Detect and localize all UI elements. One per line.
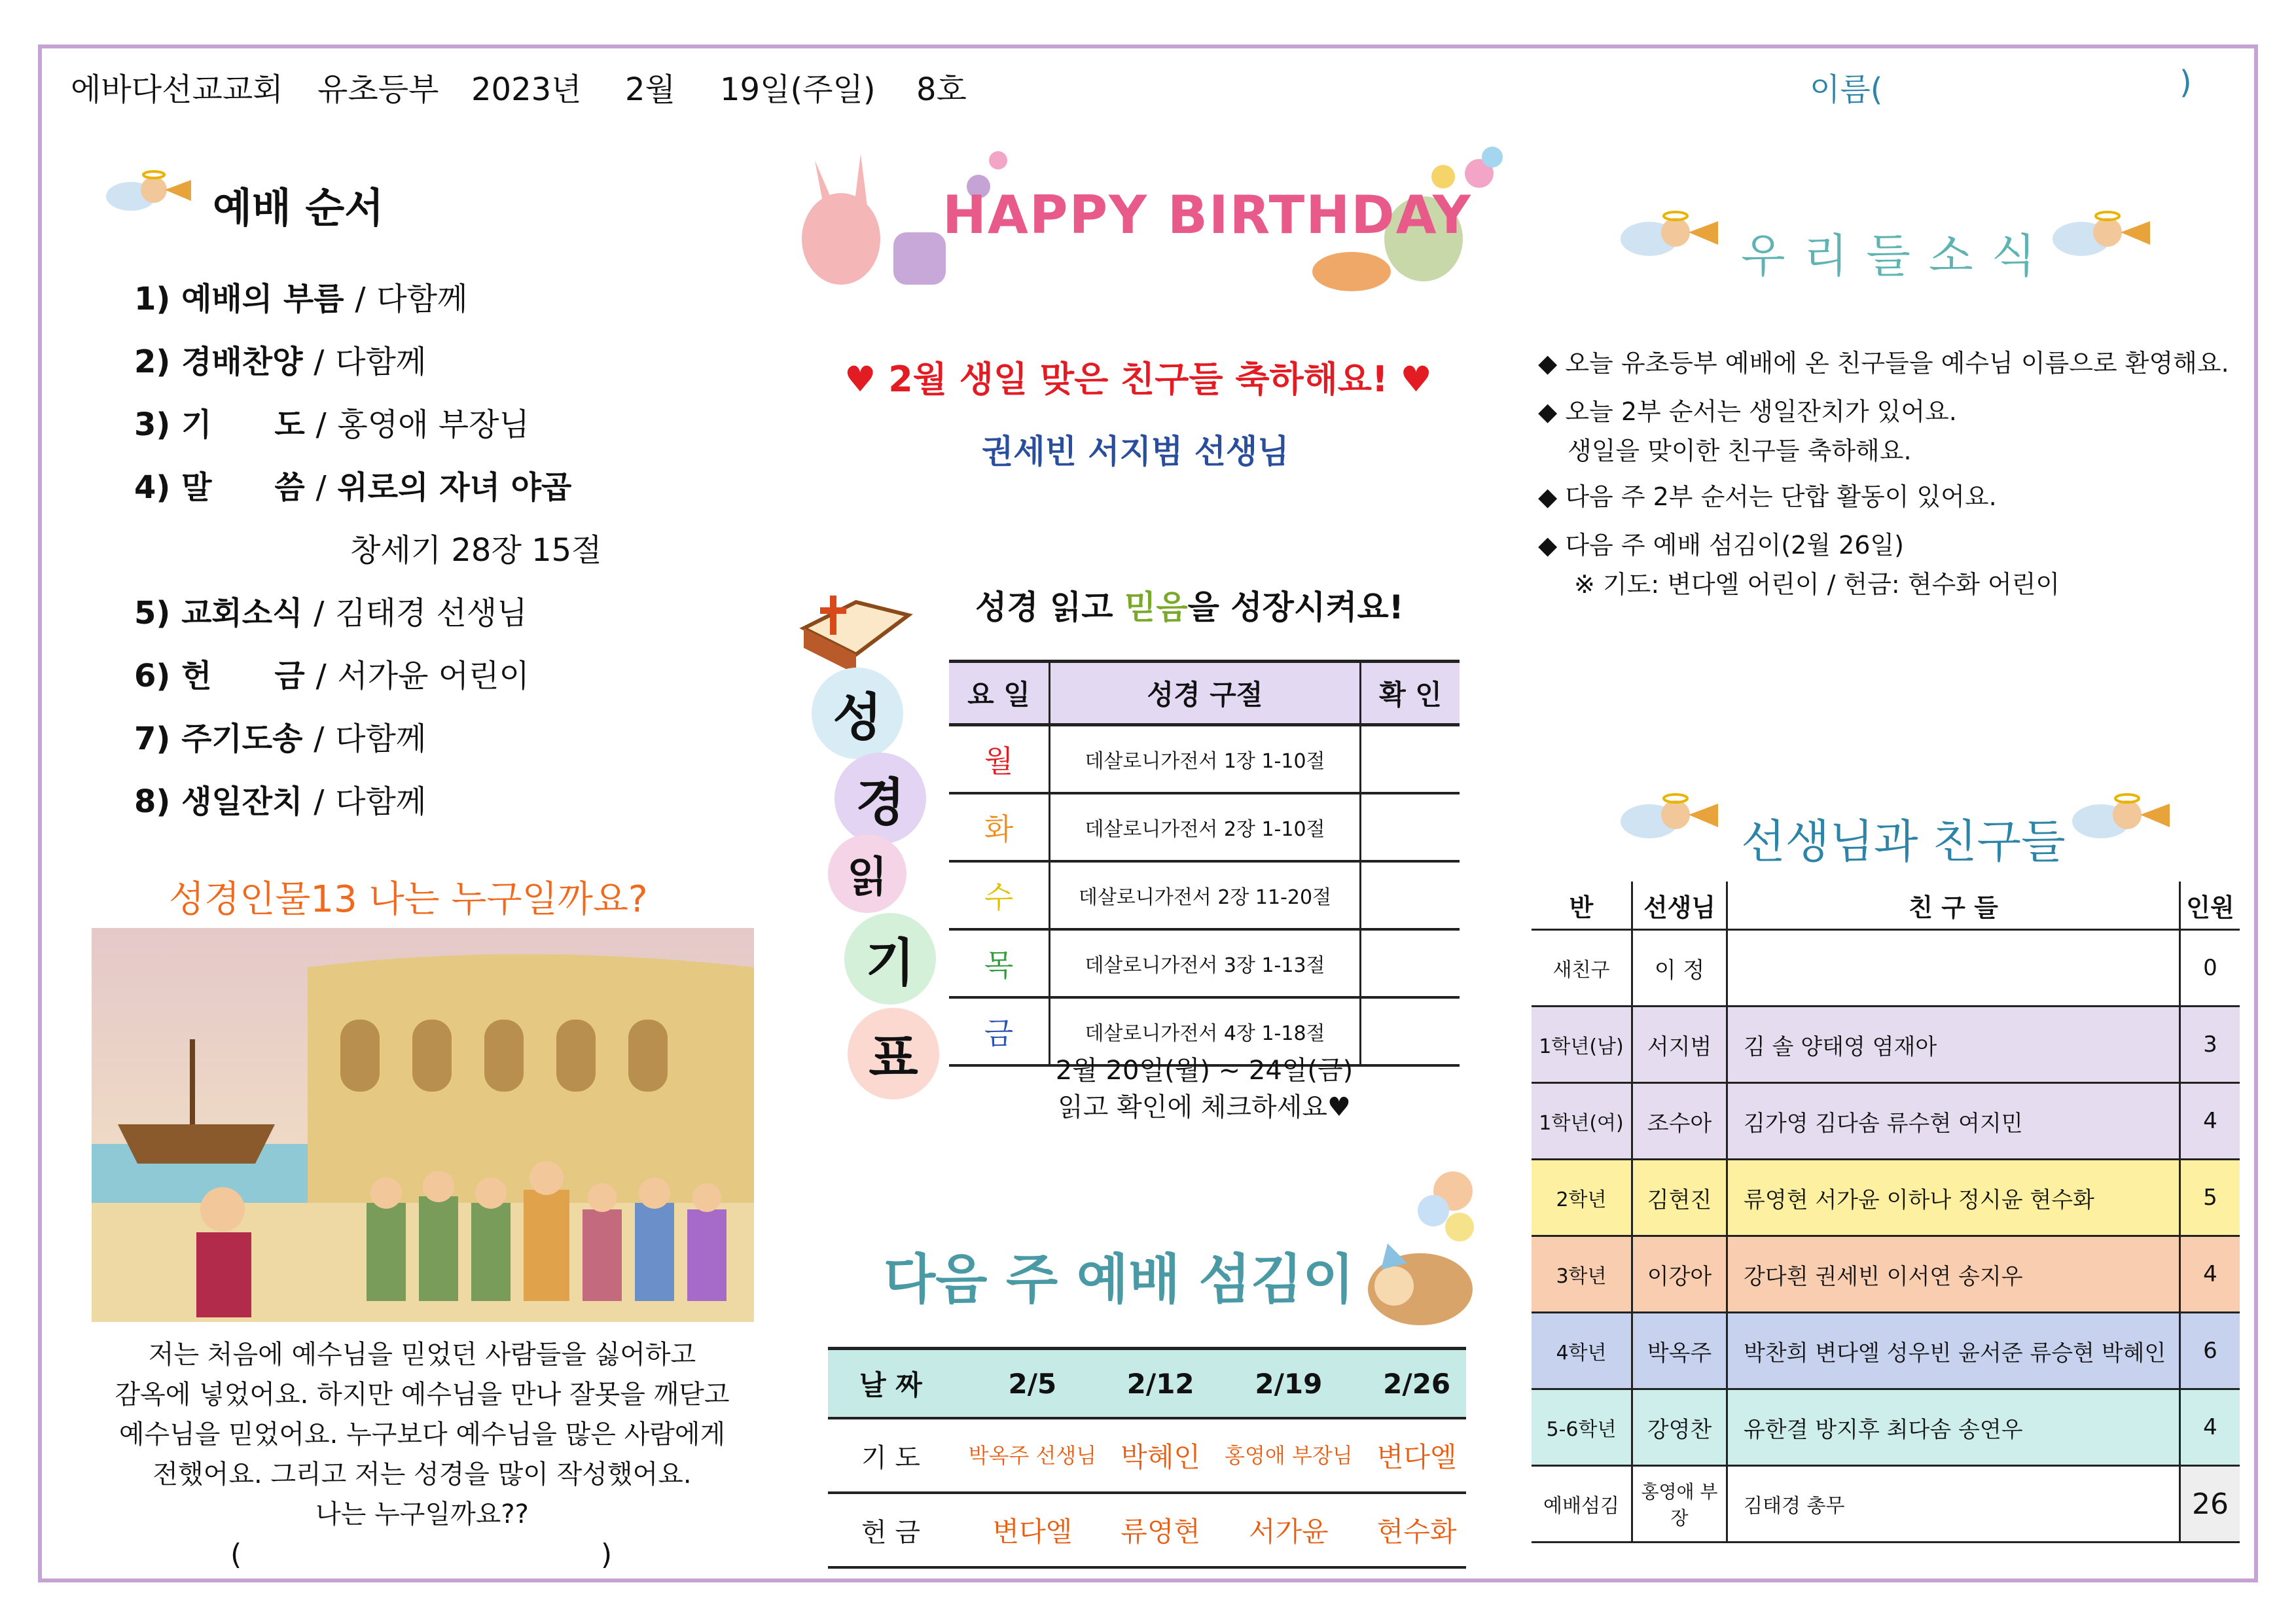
table-row: 수 데살로니가전서 2장 11-20절 bbox=[949, 861, 1460, 929]
news-title: 우리들소식 bbox=[1741, 229, 2054, 283]
sermon-reference: 창세기 28장 15절 bbox=[350, 532, 602, 569]
reading-table bbox=[949, 660, 1460, 1067]
teachers-friends-title: 선생님과 친구들 bbox=[1741, 815, 2066, 868]
hedgehog-balloons-art bbox=[1361, 1165, 1479, 1329]
name-close: ) bbox=[2179, 64, 2192, 101]
table-row: 화 데살로니가전서 2장 1-10절 bbox=[949, 793, 1460, 861]
check-cell[interactable] bbox=[1361, 861, 1460, 929]
reading-label-char: 경 bbox=[834, 753, 926, 844]
character-story: 저는 처음에 예수님을 믿었던 사람들을 싫어하고 감옥에 넣었어요. 하지만 예수님을 만나 잘못을 깨닫고 예수님을 믿었어요. 누구보다 예수님을 많은 사람에게 전했어요. 그리고 저는 성경을 많이 작성했어요. 나는 누구일까요?? bbox=[115, 1340, 730, 1529]
table-row: 5-6학년 강영찬 유한결 방지후 최다솜 송연우 4 bbox=[1532, 1389, 2240, 1466]
reading-note: 2월 20일(월) ~ 24일(금) 읽고 확인에 체크하세요♥ bbox=[1055, 1056, 1354, 1122]
table-row: 기 도 박옥주 선생님 박혜인 홍영애 부장님 변다엘 bbox=[828, 1418, 1466, 1493]
name-label: 이름( bbox=[1810, 71, 1883, 108]
answer-open: ( bbox=[230, 1538, 242, 1571]
order-item: 5) 교회소식 / 김태경 선생님 bbox=[134, 595, 528, 632]
angel-trumpet-icon bbox=[1617, 196, 1721, 275]
class-roster-table bbox=[1532, 882, 2240, 1543]
year: 2023년 bbox=[471, 71, 582, 108]
reading-title: 성경 읽고 믿음을 성장시켜요! bbox=[975, 588, 1404, 626]
month: 2월 bbox=[625, 71, 675, 108]
order-title: 예배 순서 bbox=[213, 184, 384, 232]
table-row: 1학년(여) 조수아 김가영 김다솜 류수현 여지민 4 bbox=[1532, 1083, 2240, 1160]
order-item: 3) 기 도 / 홍영애 부장님 bbox=[134, 406, 529, 443]
angel-trumpet-icon bbox=[105, 160, 196, 226]
church-name: 에바다선교교회 bbox=[71, 71, 283, 108]
news-item: ◆ 오늘 유초등부 예배에 온 친구들을 예수님 이름으로 환영해요. bbox=[1538, 349, 2229, 378]
roster-header: 반 bbox=[1532, 882, 1632, 930]
servers-table bbox=[828, 1347, 1466, 1569]
servers-header: 2/26 bbox=[1367, 1349, 1466, 1419]
happy-birthday-banner: HAPPY BIRTHDAY bbox=[942, 185, 1472, 245]
news-item: ◆ 다음 주 예배 섬김이(2월 26일) bbox=[1538, 531, 1904, 560]
news-item-continued: ※ 기도: 변다엘 어린이 / 헌금: 현수화 어린이 bbox=[1574, 570, 2060, 599]
roster-header: 선생님 bbox=[1632, 882, 1727, 930]
servers-header: 날 짜 bbox=[828, 1349, 954, 1419]
angel-trumpet-icon bbox=[1617, 779, 1721, 857]
angel-trumpet-icon bbox=[2049, 196, 2153, 275]
open-bible-icon bbox=[797, 576, 915, 674]
order-item: 2) 경배찬양 / 다함께 bbox=[134, 344, 427, 380]
table-row: 예배섬김 홍영애 부장 김태경 총무 26 bbox=[1532, 1466, 2240, 1543]
reading-header-verse: 성경 구절 bbox=[1050, 662, 1361, 725]
table-row: 금 데살로니가전서 4장 1-18절 bbox=[949, 997, 1460, 1065]
order-item: 8) 생일잔치 / 다함께 bbox=[134, 783, 427, 820]
servers-header: 2/19 bbox=[1210, 1349, 1367, 1419]
issue-number: 8호 bbox=[916, 71, 967, 108]
table-row: 헌 금 변다엘 류영현 서가윤 현수화 bbox=[828, 1493, 1466, 1567]
birthday-message: ♥ 2월 생일 맞은 친구들 축하해요! ♥ bbox=[844, 359, 1432, 400]
table-row: 새친구 이 정 0 bbox=[1532, 930, 2240, 1007]
roster-header: 친 구 들 bbox=[1727, 882, 2180, 930]
reading-header-check: 확 인 bbox=[1361, 662, 1460, 725]
table-row: 3학년 이강아 강다흰 권세빈 이서연 송지우 4 bbox=[1532, 1236, 2240, 1313]
news-item-continued: 생일을 맞이한 친구들 축하해요. bbox=[1568, 437, 1912, 465]
birthday-names: 권세빈 서지범 선생님 bbox=[982, 433, 1289, 471]
bible-character-title: 성경인물13 나는 누구일까요? bbox=[169, 878, 648, 921]
table-row: 목 데살로니가전서 3장 1-13절 bbox=[949, 929, 1460, 997]
check-cell[interactable] bbox=[1361, 793, 1460, 861]
bible-scene-illustration bbox=[92, 928, 754, 1322]
check-cell[interactable] bbox=[1361, 725, 1460, 794]
reading-label-char: 표 bbox=[848, 1008, 939, 1099]
order-item: 1) 예배의 부름 / 다함께 bbox=[134, 281, 468, 317]
date: 19일(주일) bbox=[720, 71, 876, 108]
order-item: 4) 말 씀 / 위로의 자녀 야곱 bbox=[134, 469, 572, 506]
reading-label-char: 성 bbox=[812, 668, 903, 759]
news-item: ◆ 오늘 2부 순서는 생일잔치가 있어요. bbox=[1538, 397, 1957, 426]
table-row: 4학년 박옥주 박찬희 변다엘 성우빈 윤서준 류승현 박혜인 6 bbox=[1532, 1313, 2240, 1389]
next-week-servers-title: 다음 주 예배 섬김이 bbox=[884, 1249, 1355, 1311]
order-item: 6) 헌 금 / 서가윤 어린이 bbox=[134, 658, 529, 694]
servers-header: 2/5 bbox=[954, 1349, 1111, 1419]
servers-header: 2/12 bbox=[1111, 1349, 1210, 1419]
check-cell[interactable] bbox=[1361, 929, 1460, 997]
reading-label-char: 읽 bbox=[828, 834, 906, 913]
angel-trumpet-icon bbox=[2068, 779, 2173, 857]
table-row: 월 데살로니가전서 1장 1-10절 bbox=[949, 725, 1460, 794]
reading-header-day: 요 일 bbox=[949, 662, 1050, 725]
table-row: 1학년(남) 서지범 김 솔 양태영 염재아 3 bbox=[1532, 1007, 2240, 1083]
reading-label-char: 기 bbox=[844, 913, 936, 1005]
order-item: 7) 주기도송 / 다함께 bbox=[134, 721, 427, 757]
news-item: ◆ 다음 주 2부 순서는 단합 활동이 있어요. bbox=[1538, 482, 1997, 511]
table-row: 2학년 김현진 류영현 서가윤 이하나 정시윤 현수화 5 bbox=[1532, 1160, 2240, 1236]
roster-header: 인원 bbox=[2180, 882, 2240, 930]
dept-name: 유초등부 bbox=[317, 71, 439, 108]
answer-close: ) bbox=[601, 1538, 613, 1571]
